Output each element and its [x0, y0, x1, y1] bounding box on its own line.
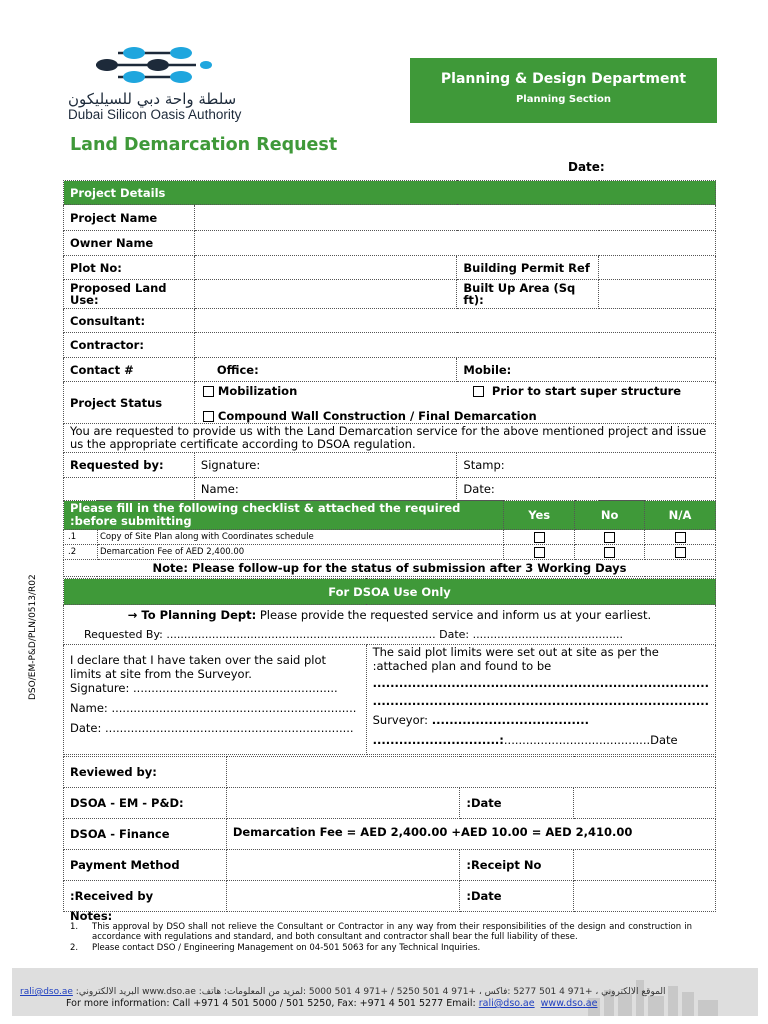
- checklist-item: [64, 545, 716, 560]
- project-details-table: [63, 180, 716, 501]
- mobilization-checkbox[interactable]: [203, 386, 214, 397]
- form-date-label: Date:: [568, 160, 605, 174]
- logo-english-text: Dubai Silicon Oasis Authority: [68, 107, 242, 122]
- project-status-options: [194, 382, 715, 424]
- plot-no-label: Plot No:: [64, 256, 195, 280]
- project-name-field[interactable]: [194, 205, 715, 231]
- item2-no-checkbox[interactable]: [604, 547, 615, 558]
- payment-method-field[interactable]: [226, 850, 460, 881]
- reviewed-by-field[interactable]: [226, 757, 715, 788]
- department-subtitle: Planning Section: [515, 94, 612, 105]
- item1-na-checkbox[interactable]: [675, 532, 686, 543]
- planning-request: [64, 605, 716, 645]
- footer: [12, 968, 758, 1016]
- declaration-block: [64, 645, 367, 755]
- em-pd-field[interactable]: [226, 788, 460, 819]
- follow-up-note: Note: Please follow-up for the status of submission after 3 Working Days: [64, 560, 716, 577]
- mobile-label: Mobile:: [457, 358, 716, 382]
- demarcation-fee-text: Demarcation Fee = AED 2,400.00 +AED 10.00 = AED 2,410.00: [226, 819, 715, 850]
- em-pd-date-label: :Date: [460, 788, 574, 819]
- received-date-label: :Date: [460, 881, 574, 912]
- surveyor-dots-line1[interactable]: .............................................................................: [372, 677, 709, 690]
- checklist-item-text: Copy of Site Plan along with Coordinates schedule: [97, 530, 503, 545]
- surveyor-line[interactable]: Surveyor: ....................................: [372, 713, 589, 727]
- requested-by-line: Requested By: ............................................................................. Date: ...........................................: [84, 628, 623, 641]
- item2-yes-checkbox[interactable]: [534, 547, 545, 558]
- note-item: 2. Please contact DSO / Engineering Management on 04-501 5063 for any Technical Inquiries.: [70, 942, 481, 953]
- declaration-name[interactable]: Name: ...................................................................: [70, 701, 357, 715]
- note-item: 1. This approval by DSO shall not relieve the Consultant or Contractor in any way from their responsibilities of the design and construction in accordance with regulations and standard, and both consultant and contractor shall bear the full liability of these.: [70, 921, 692, 942]
- building-permit-label: Building Permit Ref: [457, 256, 599, 280]
- form-title: Land Demarcation Request: [70, 135, 338, 155]
- logo-arabic-text: سلطة واحة دبي للسيليكون: [68, 90, 237, 108]
- document-code: DSO/EM-P&D/PLN/0513/R02: [28, 574, 38, 700]
- contractor-field[interactable]: [194, 333, 715, 358]
- footer-email-link-en[interactable]: rali@dso.ae: [478, 998, 535, 1009]
- checklist-item-number: .1: [64, 530, 98, 545]
- proposed-land-use-field[interactable]: [194, 280, 457, 309]
- checklist-item-number: .2: [64, 545, 98, 560]
- footer-english-line: For more information: Call +971 4 501 5000 / 501 5250, Fax: +971 4 501 5277 Email: rali@dso.ae www.dso.ae: [66, 998, 598, 1009]
- owner-name-field[interactable]: [194, 231, 715, 256]
- notes-title: Notes:: [70, 909, 113, 923]
- em-pd-label: DSOA - EM - P&D:: [64, 788, 227, 819]
- requested-by-blank: [64, 478, 195, 501]
- stamp-label[interactable]: Stamp:: [457, 453, 716, 478]
- signature-label[interactable]: Signature:: [194, 453, 457, 478]
- contractor-label: Contractor:: [64, 333, 195, 358]
- checklist-no-header: No: [575, 501, 645, 530]
- status-mobilization[interactable]: Mobilization: [203, 384, 297, 398]
- date-label[interactable]: Date:: [457, 478, 716, 501]
- status-compound-wall[interactable]: Compound Wall Construction / Final Demarcation: [203, 409, 537, 423]
- checklist-item-text: Demarcation Fee of AED 2,400.00: [97, 545, 503, 560]
- plot-no-field[interactable]: [194, 256, 457, 280]
- request-statement: You are requested to provide us with the Land Demarcation service for the above mentioned project and issue us the appropriate certificate according to DSOA regulation.: [64, 424, 716, 453]
- checklist-na-header: N/A: [645, 501, 716, 530]
- consultant-label: Consultant:: [64, 309, 195, 333]
- owner-name-label: Owner Name: [64, 231, 195, 256]
- status-prior-structure[interactable]: Prior to start super structure: [473, 384, 681, 398]
- surveyor-dots-line2[interactable]: .............................................................................: [372, 694, 709, 708]
- department-title: Planning & Design Department: [440, 71, 687, 87]
- item1-yes-checkbox[interactable]: [534, 532, 545, 543]
- surveyor-date-line[interactable]: .............................:........................................Date: [372, 732, 678, 747]
- receipt-no-label: :Receipt No: [460, 850, 574, 881]
- dsoa-use-table: [63, 578, 716, 755]
- consultant-field[interactable]: [194, 309, 715, 333]
- footer-email-link[interactable]: rali@dso.ae: [20, 987, 73, 997]
- to-planning-line: → To Planning Dept: Please provide the requested service and inform us at your earliest.: [127, 608, 652, 622]
- project-details-header: Project Details: [64, 181, 716, 205]
- declaration-signature[interactable]: Signature: ........................................................: [70, 681, 338, 695]
- department-banner: [410, 58, 717, 123]
- footer-website-link[interactable]: www.dso.ae: [540, 998, 598, 1009]
- office-label: Office:: [194, 358, 457, 382]
- project-status-label: Project Status: [64, 382, 195, 424]
- proposed-land-use-label: Proposed Land Use:: [64, 280, 195, 309]
- finance-label: DSOA - Finance: [64, 819, 227, 850]
- payment-method-label: Payment Method: [64, 850, 227, 881]
- footer-arabic-line: rali@dso.ae :البريد الالكتروني www.dso.ae :الموقع الالكتروني ، +971 4 501 5277 :فاكس ، +971 4 501 5250 / +971 4 501 5000 :لمزيد من المعلومات: هاتف: [20, 987, 666, 997]
- received-date-field[interactable]: [574, 881, 716, 912]
- checklist-header: Please fill in the following checklist & attached the required :before submitting: [64, 501, 504, 530]
- checklist-item: [64, 530, 716, 545]
- built-up-area-label: Built Up Area (Sq ft):: [457, 280, 599, 309]
- dsoa-use-header: For DSOA Use Only: [64, 579, 716, 605]
- contact-label: Contact #: [64, 358, 195, 382]
- declaration-text: I declare that I have taken over the said plot limits at site from the Surveyor.: [70, 653, 327, 681]
- em-pd-date-field[interactable]: [574, 788, 716, 819]
- compound-wall-checkbox[interactable]: [203, 411, 214, 422]
- building-permit-field[interactable]: [599, 256, 716, 280]
- prior-structure-checkbox[interactable]: [473, 386, 484, 397]
- item1-no-checkbox[interactable]: [604, 532, 615, 543]
- checklist-table: [63, 500, 716, 577]
- item2-na-checkbox[interactable]: [675, 547, 686, 558]
- built-up-area-field[interactable]: [599, 280, 716, 309]
- received-by-label: :Received by: [64, 881, 227, 912]
- surveyor-statement: The said plot limits were set out at site as per the :attached plan and found to be: [372, 645, 659, 673]
- receipt-no-field[interactable]: [574, 850, 716, 881]
- project-name-label: Project Name: [64, 205, 195, 231]
- requested-by-label: Requested by:: [64, 453, 195, 478]
- surveyor-block: [366, 645, 715, 755]
- checklist-yes-header: Yes: [504, 501, 575, 530]
- declaration-date[interactable]: Date: ....................................................................: [70, 721, 354, 735]
- reviewed-by-label: Reviewed by:: [64, 757, 227, 788]
- received-by-field[interactable]: [226, 881, 460, 912]
- notes: [70, 911, 692, 953]
- review-table: [63, 756, 716, 912]
- name-label[interactable]: Name:: [194, 478, 457, 501]
